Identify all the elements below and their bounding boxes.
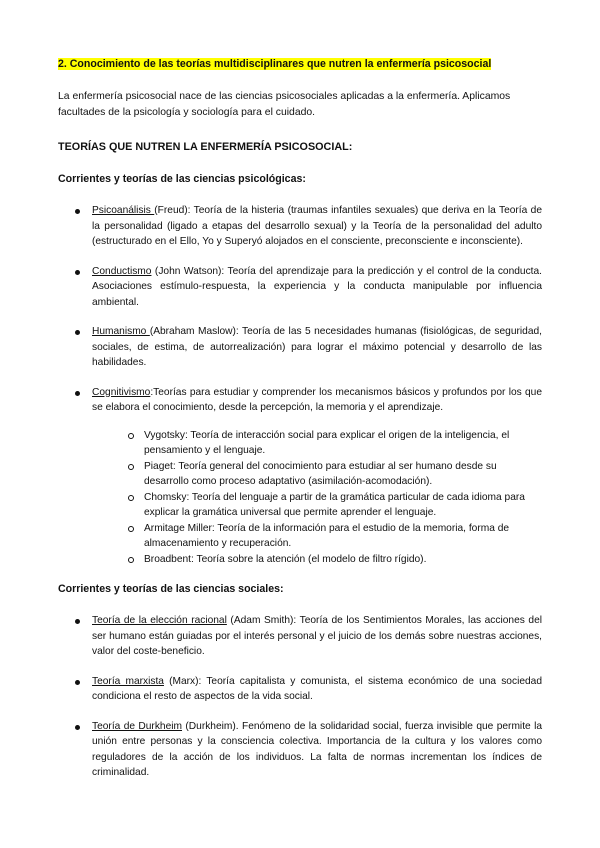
theory-description: (Abraham Maslow): Teoría de las 5 necesidades humanas (fisiológicas, de seguridad, sociales, de estima, de autorrealización) para lograr el máximo potencial y desarrollo de las habilidades.: [92, 326, 543, 368]
hollow-bullet-icon: [128, 464, 134, 470]
bullet-icon: [75, 619, 80, 624]
theory-term: Humanismo: [92, 326, 150, 337]
sub-list-item: [92, 490, 542, 521]
psych-theory-list: [58, 203, 542, 567]
list-item: [58, 264, 542, 311]
section-title: [58, 139, 542, 155]
sub-item-text: Broadbent: Teoría sobre la atención (el modelo de filtro rígido).: [144, 553, 427, 565]
list-item: [58, 203, 542, 250]
bullet-icon: [75, 330, 80, 335]
theory-term: Teoría de Durkheim: [92, 720, 183, 732]
list-item: [58, 719, 542, 781]
bullet-icon: [75, 391, 80, 396]
psych-subheading: [58, 171, 542, 187]
bullet-icon: [75, 725, 80, 730]
sub-item-text: Armitage Miller: Teoría de la información para el estudio de la memoria, forma de almacenamiento y recuperación.: [144, 522, 510, 549]
hollow-bullet-icon: [128, 526, 134, 532]
theory-term: Conductismo: [92, 265, 152, 277]
document-heading: [58, 54, 542, 73]
psych-subheading-text: Corrientes y teorías de las ciencias psicológicas: [58, 173, 303, 185]
list-item: [58, 613, 542, 660]
theory-term: Teoría de la elección racional: [92, 615, 227, 626]
sub-list-item: [92, 552, 542, 568]
section-title-colon: :: [348, 141, 353, 153]
list-item: [58, 324, 542, 371]
list-item: [58, 674, 542, 705]
sub-item-text: Vygotsky: Teoría de interacción social para explicar el origen de la inteligencia, el pensamiento y el lenguaje.: [144, 429, 510, 456]
theory-description: (Adam Smith): Teoría de los Sentimientos Morales, las acciones del ser humano están guiadas por el interés personal y el juicio de los demás sobre nuestras acciones, valor del coste-beneficio.: [92, 615, 542, 657]
bullet-icon: [75, 680, 80, 685]
sub-list-item: [92, 459, 542, 490]
theory-description: :Teorías para estudiar y comprender los mecanismos básicos y profundos por los que se elabora el conocimiento, desde la percepción, la memoria y el aprendizaje.: [92, 386, 542, 413]
social-subheading-colon: :: [280, 583, 284, 595]
section-title-text: TEORÍAS QUE NUTREN LA ENFERMERÍA PSICOSOCIAL: [58, 141, 349, 153]
list-item: [58, 385, 542, 568]
psych-subheading-colon: :: [302, 173, 306, 185]
theory-term: Psicoanálisis: [92, 205, 155, 216]
bullet-icon: [75, 270, 80, 275]
sub-list-item: [92, 521, 542, 552]
theory-term: Cognitivismo: [92, 386, 151, 398]
theory-description: (Marx): Teoría capitalista y comunista, el sistema económico de una sociedad condiciona el resto de aspectos de la vida social.: [92, 675, 542, 702]
theory-description: (Freud): Teoría de la histeria (traumas infantiles sexuales) que deriva en la Teoría de la personalidad (ligado a etapas del desarrollo sexual) y la Teoría de la personalidad del adulto (estructurado en el Ello, Yo y Superyó alojados en el consciente, preconsciente e inconsciente).: [92, 205, 542, 247]
hollow-bullet-icon: [128, 557, 134, 563]
hollow-bullet-icon: [128, 495, 134, 501]
sub-list-item: [92, 428, 542, 459]
document-page: [58, 54, 542, 795]
sub-item-text: Chomsky: Teoría del lenguaje a partir de la gramática particular de cada idioma para explicar la gramática universal que permite aprender el lenguaje.: [144, 491, 525, 518]
hollow-bullet-icon: [128, 433, 134, 439]
theory-description: (John Watson): Teoría del aprendizaje para la predicción y el control de la conducta. Asociaciones estímulo-respuesta, la experiencia y la conducta manipulable por influencia ambiental.: [92, 265, 542, 308]
theory-description: (Durkheim). Fenómeno de la solidaridad social, fuerza invisible que permite la unión entre personas y la consciencia colectiva. Importancia de la cultura y los valores como reguladores de la acción de los individuos. La falta de normas incrementan los índices de criminalidad.: [92, 720, 542, 778]
sub-item-text: Piaget: Teoría general del conocimiento para estudiar al ser humano desde su desarrollo como proceso adaptativo (asimilación-acomodación).: [144, 460, 497, 487]
social-subheading: [58, 581, 542, 597]
cognitivism-sublist: [92, 428, 542, 568]
intro-paragraph: La enfermería psicosocial nace de las ciencias psicosociales aplicadas a la enfermería. Aplicamos facultades de la psicología y sociología para el cuidado.: [58, 91, 511, 118]
social-theory-list: [58, 613, 542, 781]
highlighted-heading: 2. Conocimiento de las teorías multidisciplinares que nutren la enfermería psicosocial: [58, 58, 492, 70]
theory-term: Teoría marxista: [92, 675, 164, 687]
bullet-icon: [75, 209, 80, 214]
social-subheading-text: Corrientes y teorías de las ciencias sociales: [58, 583, 280, 595]
